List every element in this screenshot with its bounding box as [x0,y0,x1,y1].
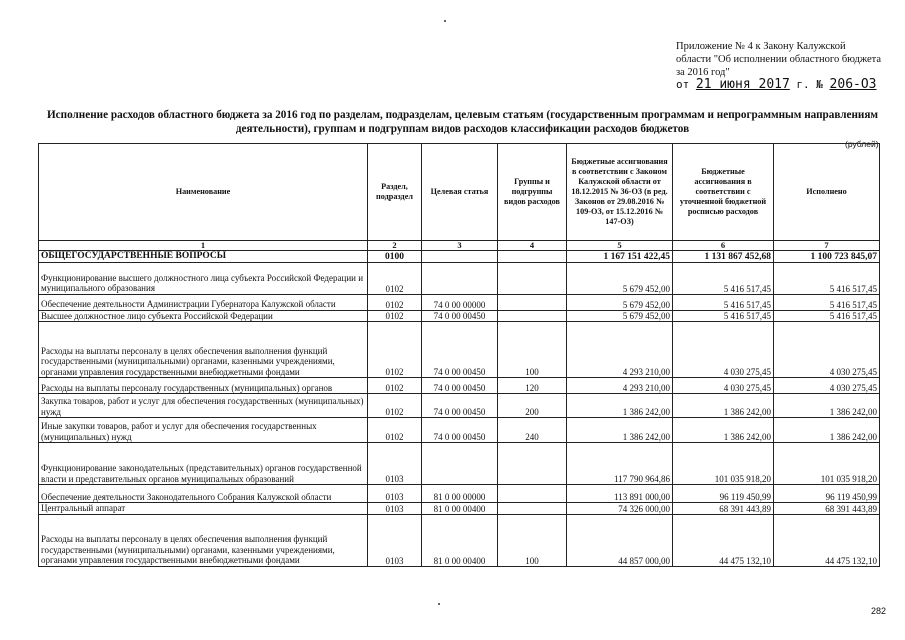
row-target: 74 0 00 00000 [422,294,498,310]
row-refined-value: 101 035 918,20 [673,443,774,485]
row-section: 0102 [368,262,422,294]
row-law-value: 5 679 452,00 [567,262,673,294]
row-group: 240 [498,418,567,443]
scan-speck [438,603,440,605]
row-group [498,294,567,310]
table-row [39,514,880,566]
header-executed: Исполнено [774,144,880,241]
row-target: 74 0 00 00450 [422,310,498,322]
row-name: Расходы на выплаты персоналу в целях обеспечения выполнения функций государственными (муниципальными) органами, казенными учреждениями, органами управления государственными внебюджетными фондами [39,322,368,378]
table-row [39,443,880,485]
row-name: Высшее должностное лицо субъекта Российской Федерации [39,310,368,322]
row-group: 100 [498,514,567,566]
decree-reference [676,77,877,92]
table-row [39,262,880,294]
row-executed-value: 5 416 517,45 [774,294,880,310]
row-target: 74 0 00 00450 [422,418,498,443]
row-name: Закупка товаров, работ и услуг для обеспечения государственных (муниципальных) нужд [39,394,368,418]
row-refined-value: 1 386 242,00 [673,418,774,443]
row-section: 0102 [368,322,422,378]
row-target: 74 0 00 00450 [422,378,498,394]
row-group: 200 [498,394,567,418]
decree-number: 206-ОЗ [829,77,877,92]
column-number: 1 [39,241,368,251]
row-refined-value: 5 416 517,45 [673,310,774,322]
page-number: 282 [871,606,887,616]
row-law-value: 44 857 000,00 [567,514,673,566]
row-section: 0103 [368,514,422,566]
row-section: 0102 [368,378,422,394]
row-target [422,262,498,294]
header-target: Целевая статья [422,144,498,241]
row-executed-value: 101 035 918,20 [774,443,880,485]
row-section: 0100 [368,251,422,263]
row-law-value: 5 679 452,00 [567,294,673,310]
row-target: 81 0 00 00000 [422,485,498,503]
decree-mid: г. № [796,78,823,91]
row-name: Функционирование законодательных (представительных) органов государственной власти и представительных органов муниципальных образований [39,443,368,485]
decree-prefix: от [676,78,690,91]
row-executed-value: 96 119 450,99 [774,485,880,503]
row-executed-value: 44 475 132,10 [774,514,880,566]
row-section: 0102 [368,294,422,310]
scan-speck [444,20,446,22]
header-law-allocations: Бюджетные ассигнования в соответствии с Законом Калужской области от 18.12.2015 № 36-ОЗ (в ред. Законов от 29.08.2016 № 109-ОЗ, от 15.12.2016 № 147-ОЗ) [567,144,673,241]
row-name: Обеспечение деятельности Законодательного Собрания Калужской области [39,485,368,503]
row-refined-value: 4 030 275,45 [673,378,774,394]
row-law-value: 1 386 242,00 [567,418,673,443]
row-refined-value: 68 391 443,89 [673,503,774,515]
row-name: Центральный аппарат [39,503,368,515]
row-law-value: 1 386 242,00 [567,394,673,418]
row-group [498,503,567,515]
row-section: 0103 [368,443,422,485]
column-number: 4 [498,241,567,251]
row-target: 81 0 00 00400 [422,503,498,515]
header-name: Наименование [39,144,368,241]
budget-table [38,143,880,567]
table-row [39,503,880,515]
row-law-value: 5 679 452,00 [567,310,673,322]
row-law-value: 4 293 210,00 [567,322,673,378]
row-law-value: 74 326 000,00 [567,503,673,515]
column-number: 6 [673,241,774,251]
row-target: 81 0 00 00400 [422,514,498,566]
appendix-note [676,40,882,79]
row-section: 0103 [368,485,422,503]
row-section: 0102 [368,394,422,418]
row-name: ОБЩЕГОСУДАРСТВЕННЫЕ ВОПРОСЫ [39,251,368,263]
row-section: 0103 [368,503,422,515]
row-group [498,485,567,503]
header-section: Раздел, подраздел [368,144,422,241]
row-group [498,262,567,294]
row-executed-value: 4 030 275,45 [774,322,880,378]
row-refined-value: 44 475 132,10 [673,514,774,566]
row-group [498,251,567,263]
table-row [39,294,880,310]
table-row [39,418,880,443]
row-name: Расходы на выплаты персоналу в целях обеспечения выполнения функций государственными (муниципальными) органами, казенными учреждениями, органами управления государственными внебюджетными фондами [39,514,368,566]
row-group: 100 [498,322,567,378]
row-executed-value: 5 416 517,45 [774,262,880,294]
row-name: Функционирование высшего должностного лица субъекта Российской Федерации и муниципального образования [39,262,368,294]
document-title: Исполнение расходов областного бюджета за 2016 год по разделам, подразделам, целевым статьям (государственным программам и непрограммным направлениям деятельности), группам и подгруппам видов расходов классификации расходов бюджетов [46,109,879,135]
row-group [498,310,567,322]
column-number: 7 [774,241,880,251]
row-law-value: 4 293 210,00 [567,378,673,394]
header-refined-allocations: Бюджетные ассигнования в соответствии с уточненной бюджетной росписью расходов [673,144,774,241]
row-section: 0102 [368,418,422,443]
header-group: Группы и подгруппы видов расходов [498,144,567,241]
row-refined-value: 5 416 517,45 [673,262,774,294]
table-row [39,485,880,503]
appendix-line-2: области "Об исполнении областного бюджета [676,54,881,65]
row-name: Иные закупки товаров, работ и услуг для обеспечения государственных (муниципальных) нужд [39,418,368,443]
row-law-value: 117 790 964,86 [567,443,673,485]
row-target: 74 0 00 00450 [422,394,498,418]
table-row [39,251,880,263]
row-refined-value: 96 119 450,99 [673,485,774,503]
row-law-value: 113 891 000,00 [567,485,673,503]
table-row [39,394,880,418]
row-executed-value: 5 416 517,45 [774,310,880,322]
row-section: 0102 [368,310,422,322]
column-number-row [39,241,880,251]
row-target: 74 0 00 00450 [422,322,498,378]
appendix-line-1: Приложение № 4 к Закону Калужской [676,41,846,52]
row-name: Обеспечение деятельности Администрации Губернатора Калужской области [39,294,368,310]
row-law-value: 1 167 151 422,45 [567,251,673,263]
row-group [498,443,567,485]
row-executed-value: 68 391 443,89 [774,503,880,515]
row-executed-value: 1 386 242,00 [774,418,880,443]
table-row [39,378,880,394]
unit-label: (рублей) [845,139,879,149]
row-executed-value: 1 100 723 845,07 [774,251,880,263]
column-number: 5 [567,241,673,251]
row-executed-value: 1 386 242,00 [774,394,880,418]
row-refined-value: 1 131 867 452,68 [673,251,774,263]
row-group: 120 [498,378,567,394]
appendix-line-3: за 2016 год" [676,67,730,78]
column-number: 2 [368,241,422,251]
row-refined-value: 1 386 242,00 [673,394,774,418]
table-row [39,322,880,378]
row-executed-value: 4 030 275,45 [774,378,880,394]
column-number: 3 [422,241,498,251]
row-refined-value: 5 416 517,45 [673,294,774,310]
row-refined-value: 4 030 275,45 [673,322,774,378]
table-header-row [39,144,880,241]
table-row [39,310,880,322]
row-name: Расходы на выплаты персоналу государственных (муниципальных) органов [39,378,368,394]
row-target [422,251,498,263]
row-target [422,443,498,485]
decree-date: 21 июня 2017 [695,77,790,92]
